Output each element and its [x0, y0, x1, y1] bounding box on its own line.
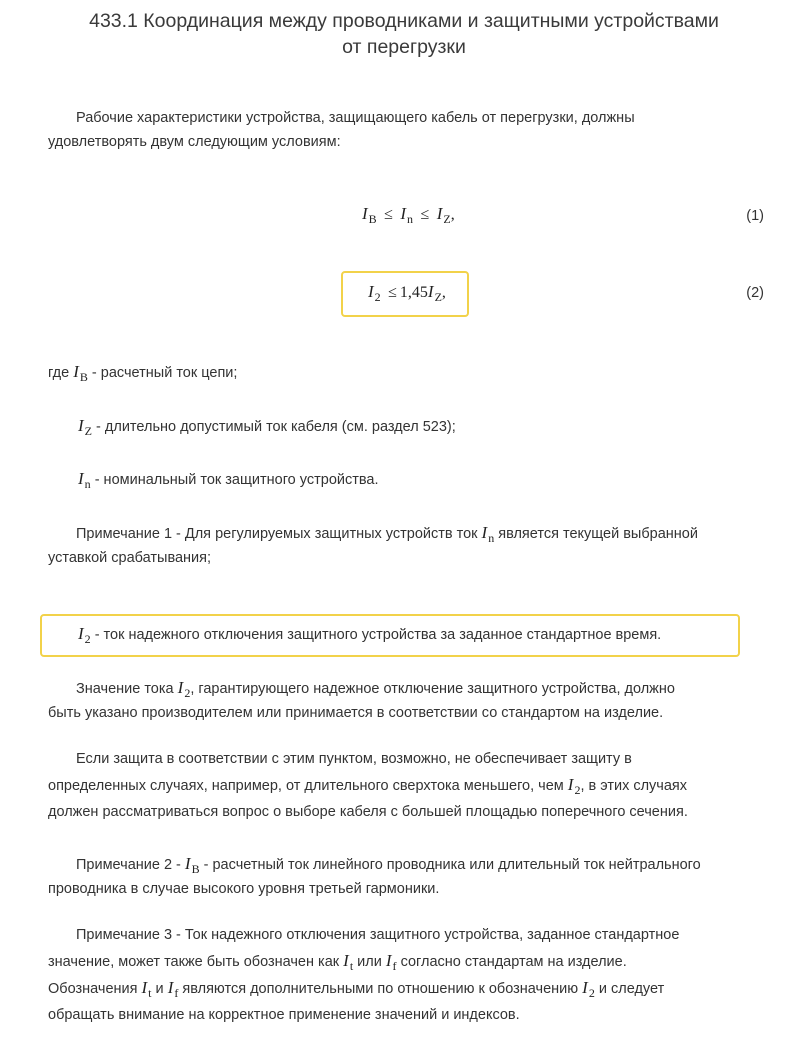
definition-in: $I_n$ - номинальный ток защитного устройства. [78, 469, 379, 491]
equation-2-number: (2) [746, 285, 764, 301]
definition-ib: где $I_B$ - расчетный ток цепи; [48, 362, 238, 384]
title-line-2: от перегрузки [342, 36, 466, 58]
definition-iz: $I_Z$ - длительно допустимый ток кабеля (см. раздел 523); [78, 416, 456, 438]
note-2: Примечание $2 - I_B$ - расчетный ток линейного проводника или длительный ток нейтрального проводника в случае высокого уровня третьей гармоники. [48, 854, 701, 897]
section-title [40, 8, 768, 60]
equation-2: $I_2 \le 1,45I_Z$, [368, 282, 446, 304]
intro-paragraph [48, 106, 764, 154]
definition-i2: $I_2$ - ток надежного отключения защитного устройства за заданное стандартное время. [78, 624, 662, 646]
equation-1: $I_B \le I_n \le I_Z$, [362, 204, 455, 226]
intro-line-2: удовлетворять двум следующим условиям: [48, 134, 341, 150]
title-line-1: 433.1 Координация между проводниками и защитными устройствами [89, 10, 719, 32]
intro-line-1: Рабочие характеристики устройства, защищающего кабель от перегрузки, должны [76, 110, 635, 126]
equation-1-number: (1) [746, 208, 764, 224]
note-3: Примечание 3 - Ток надежного отключения защитного устройства, заданное стандартное значение, может также быть обозначен как $I_t$ или $I_f$ согласно стандартам на изделие. Обозначения $I_t$ и $I_f$ являются дополнительными по отношению к обозначению $I_2$ и следует обращать внимание на корректное применение значений и индексов. [48, 927, 680, 1023]
paragraph-i2-value: Значение тока $I_2$, гарантирующего надежное отключение защитного устройства, должно быть указано производителем или принимается в соответствии со стандартом на изделие. [48, 678, 675, 721]
note-1: Примечание 1 - Для регулируемых защитных устройств ток $I_n$ является текущей выбранной уставкой срабатывания; [48, 523, 698, 566]
paragraph-protection: Если защита в соответствии с этим пунктом, возможно, не обеспечивает защиту в определенных случаях, например, от длительного сверхтока меньшего, чем $I_2$, в этих случаях должен рассматриваться вопрос о выборе кабеля с большей площадью поперечного сечения. [48, 751, 688, 820]
